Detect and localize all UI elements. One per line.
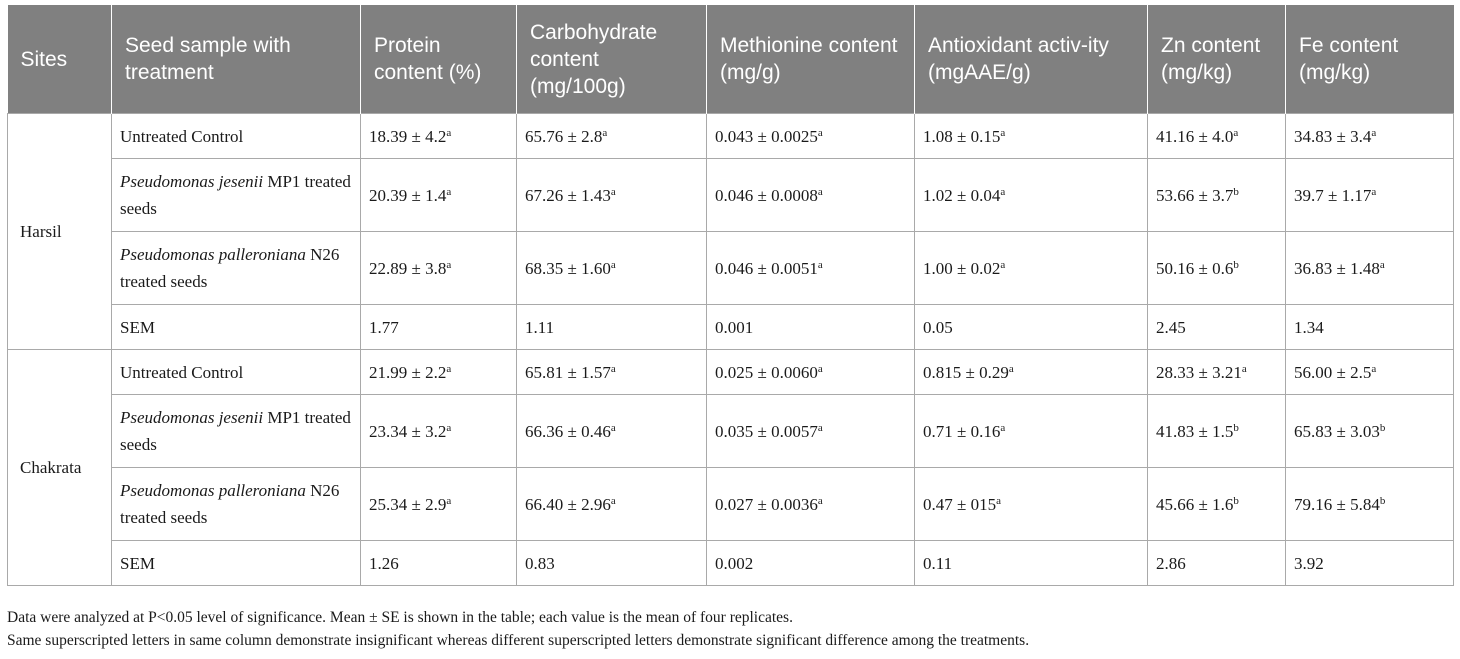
sample-cell — [112, 468, 361, 541]
value-cell — [707, 305, 915, 350]
value-cell — [915, 468, 1148, 541]
value-cell — [361, 395, 517, 468]
significance-letter: a — [817, 258, 823, 271]
value-text: 0.05 — [923, 317, 953, 337]
value-text: 0.83 — [525, 553, 555, 573]
header-cell-fe: Fe content (mg/kg) — [1286, 5, 1454, 114]
value-cell — [1286, 350, 1454, 395]
value-cell — [915, 305, 1148, 350]
significance-letter: b — [1233, 421, 1239, 434]
sample-species: Pseudomonas jesenii — [120, 172, 264, 191]
value-text: 65.81 ± 1.57 — [525, 362, 611, 382]
table-row — [8, 350, 1454, 395]
sample-cell — [112, 350, 361, 395]
value-text: 18.39 ± 4.2 — [369, 126, 447, 146]
value-cell — [915, 114, 1148, 159]
significance-letter: a — [996, 494, 1001, 507]
value-cell — [707, 395, 915, 468]
table-row — [8, 305, 1454, 350]
value-text: 21.99 ± 2.2 — [369, 362, 447, 382]
value-text: 65.83 ± 3.03 — [1294, 421, 1380, 441]
header-cell-antioxidant: Antioxidant activ-ity (mgAAE/g) — [915, 5, 1148, 114]
header-cell-methionine: Methionine content (mg/g) — [707, 5, 915, 114]
value-text: 0.035 ± 0.0057 — [715, 421, 818, 441]
value-cell — [1148, 159, 1286, 232]
value-text: 1.34 — [1294, 317, 1324, 337]
value-cell — [707, 114, 915, 159]
value-text: 0.11 — [923, 553, 953, 573]
header-cell-seed-sample: Seed sample with treatment — [112, 5, 361, 114]
value-cell — [1148, 468, 1286, 541]
value-cell — [1148, 350, 1286, 395]
value-text: 1.26 — [369, 553, 399, 573]
value-text: 0.71 ± 0.16 — [923, 421, 1001, 441]
value-text: 25.34 ± 2.9 — [369, 494, 447, 514]
value-cell — [1286, 468, 1454, 541]
table-row — [8, 468, 1454, 541]
value-text: 53.66 ± 3.7 — [1156, 185, 1234, 205]
value-cell — [707, 232, 915, 305]
value-cell — [1286, 232, 1454, 305]
sample-label: MP1 treated seeds — [120, 172, 351, 218]
header-cell-sites: Sites — [8, 5, 112, 114]
sample-species: Pseudomonas palleroniana — [120, 245, 306, 264]
value-text: 41.83 ± 1.5 — [1156, 421, 1234, 441]
sample-label: SEM — [120, 317, 155, 337]
value-cell — [361, 159, 517, 232]
significance-letter: a — [1008, 362, 1014, 375]
value-text: 0.025 ± 0.0060 — [715, 362, 818, 382]
header-cell-protein: Protein content (%) — [361, 5, 517, 114]
sample-label: SEM — [120, 553, 155, 573]
value-cell — [1148, 541, 1286, 586]
footnote-superscripts: Same superscripted letters in same column demonstrate insignificant whereas different superscripted letters demonstrate significant difference among the treatments. — [7, 632, 1030, 649]
value-cell — [1148, 305, 1286, 350]
value-text: 0.47 ± 015 — [923, 494, 997, 514]
sample-label: N26 treated seeds — [120, 245, 340, 291]
value-cell — [1286, 305, 1454, 350]
value-cell — [707, 468, 915, 541]
significance-letter: a — [446, 258, 452, 271]
sample-cell — [112, 114, 361, 159]
value-cell — [915, 232, 1148, 305]
significance-letter: a — [446, 362, 452, 375]
value-cell — [915, 159, 1148, 232]
significance-letter: a — [602, 126, 608, 139]
significance-letter: a — [1371, 185, 1377, 198]
significance-letter: a — [1241, 362, 1247, 375]
significance-letter: a — [610, 258, 616, 271]
value-text: 66.40 ± 2.96 — [525, 494, 611, 514]
value-cell — [707, 159, 915, 232]
table-row — [8, 159, 1454, 232]
sample-label: N26 treated seeds — [120, 481, 340, 527]
table-footnotes — [7, 606, 1453, 652]
value-text: 79.16 ± 5.84 — [1294, 494, 1380, 514]
significance-letter: b — [1233, 494, 1239, 507]
table-row — [8, 395, 1454, 468]
significance-letter: a — [1371, 362, 1377, 375]
value-text: 66.36 ± 0.46 — [525, 421, 611, 441]
value-text: 65.76 ± 2.8 — [525, 126, 603, 146]
value-text: 68.35 ± 1.60 — [525, 258, 611, 278]
value-text: 2.86 — [1156, 553, 1186, 573]
value-cell — [517, 159, 707, 232]
value-text: 0.043 ± 0.0025 — [715, 126, 818, 146]
value-text: 0.815 ± 0.29 — [923, 362, 1009, 382]
value-text: 0.027 ± 0.0036 — [715, 494, 818, 514]
table-body — [8, 114, 1454, 586]
results-table — [7, 5, 1454, 586]
significance-letter: b — [1233, 185, 1239, 198]
significance-letter: a — [817, 421, 823, 434]
table-row — [8, 232, 1454, 305]
value-text: 36.83 ± 1.48 — [1294, 258, 1380, 278]
value-cell — [517, 395, 707, 468]
value-cell — [915, 350, 1148, 395]
significance-letter: a — [1000, 126, 1006, 139]
value-cell — [1286, 395, 1454, 468]
value-text: 0.002 — [715, 553, 754, 573]
significance-letter: b — [1233, 258, 1239, 271]
sample-cell — [112, 305, 361, 350]
sample-cell — [112, 159, 361, 232]
value-cell — [517, 232, 707, 305]
header-row — [8, 5, 1454, 114]
value-text: 3.92 — [1294, 553, 1324, 573]
sample-species: Pseudomonas jesenii — [120, 408, 264, 427]
header-cell-carbohydrate: Carbohydrate content (mg/100g) — [517, 5, 707, 114]
value-text: 67.26 ± 1.43 — [525, 185, 611, 205]
value-cell — [1286, 159, 1454, 232]
significance-letter: a — [610, 421, 616, 434]
value-cell — [361, 305, 517, 350]
significance-letter: b — [1379, 421, 1386, 434]
site-cell: Chakrata — [8, 350, 112, 586]
significance-letter: a — [1371, 126, 1377, 139]
value-cell — [707, 350, 915, 395]
value-text: 2.45 — [1156, 317, 1186, 337]
significance-letter: a — [610, 494, 616, 507]
value-text: 1.02 ± 0.04 — [923, 185, 1001, 205]
significance-letter: a — [1379, 258, 1385, 271]
header-cell-zn: Zn content (mg/kg) — [1148, 5, 1286, 114]
value-cell — [517, 468, 707, 541]
value-cell — [361, 541, 517, 586]
value-text: 56.00 ± 2.5 — [1294, 362, 1372, 382]
value-cell — [361, 232, 517, 305]
sample-label: Untreated Control — [120, 362, 244, 382]
significance-letter: a — [446, 421, 452, 434]
sample-cell — [112, 232, 361, 305]
footnote-significance: Data were analyzed at P<0.05 level of significance. Mean ± SE is shown in the table; each value is the mean of four replicates. — [7, 609, 793, 626]
significance-letter: a — [446, 494, 452, 507]
sample-cell — [112, 541, 361, 586]
significance-letter: a — [610, 185, 616, 198]
significance-letter: a — [446, 185, 452, 198]
significance-letter: b — [1379, 494, 1386, 507]
value-text: 0.046 ± 0.0008 — [715, 185, 818, 205]
value-text: 50.16 ± 0.6 — [1156, 258, 1234, 278]
value-text: 1.08 ± 0.15 — [923, 126, 1001, 146]
value-cell — [517, 114, 707, 159]
significance-letter: a — [817, 362, 823, 375]
significance-letter: a — [1000, 421, 1006, 434]
value-text: 34.83 ± 3.4 — [1294, 126, 1372, 146]
sample-label: MP1 treated seeds — [120, 408, 351, 454]
value-cell — [361, 468, 517, 541]
value-cell — [1148, 395, 1286, 468]
significance-letter: a — [817, 494, 823, 507]
table-row — [8, 114, 1454, 159]
value-text: 20.39 ± 1.4 — [369, 185, 447, 205]
value-text: 41.16 ± 4.0 — [1156, 126, 1234, 146]
value-text: 22.89 ± 3.8 — [369, 258, 447, 278]
significance-letter: a — [610, 362, 616, 375]
value-cell — [915, 395, 1148, 468]
value-cell — [1286, 541, 1454, 586]
sample-cell — [112, 395, 361, 468]
value-cell — [517, 305, 707, 350]
value-text: 1.00 ± 0.02 — [923, 258, 1001, 278]
value-cell — [707, 541, 915, 586]
sample-species: Pseudomonas palleroniana — [120, 481, 306, 500]
value-cell — [915, 541, 1148, 586]
value-text: 45.66 ± 1.6 — [1156, 494, 1234, 514]
significance-letter: a — [817, 185, 823, 198]
value-cell — [517, 541, 707, 586]
value-text: 0.001 — [715, 317, 754, 337]
value-cell — [1148, 232, 1286, 305]
significance-letter: a — [446, 126, 452, 139]
value-text: 39.7 ± 1.17 — [1294, 185, 1372, 205]
site-cell: Harsil — [8, 114, 112, 350]
significance-letter: a — [1233, 126, 1239, 139]
significance-letter: a — [817, 126, 823, 139]
significance-letter: a — [1000, 258, 1006, 271]
value-cell — [517, 350, 707, 395]
value-cell — [1148, 114, 1286, 159]
value-text: 23.34 ± 3.2 — [369, 421, 447, 441]
table-row — [8, 541, 1454, 586]
value-cell — [1286, 114, 1454, 159]
value-text: 1.77 — [369, 317, 399, 337]
value-cell — [361, 114, 517, 159]
value-text: 1.11 — [525, 317, 555, 337]
value-text: 28.33 ± 3.21 — [1156, 362, 1242, 382]
significance-letter: a — [1000, 185, 1006, 198]
value-cell — [361, 350, 517, 395]
sample-label: Untreated Control — [120, 126, 244, 146]
value-text: 0.046 ± 0.0051 — [715, 258, 818, 278]
